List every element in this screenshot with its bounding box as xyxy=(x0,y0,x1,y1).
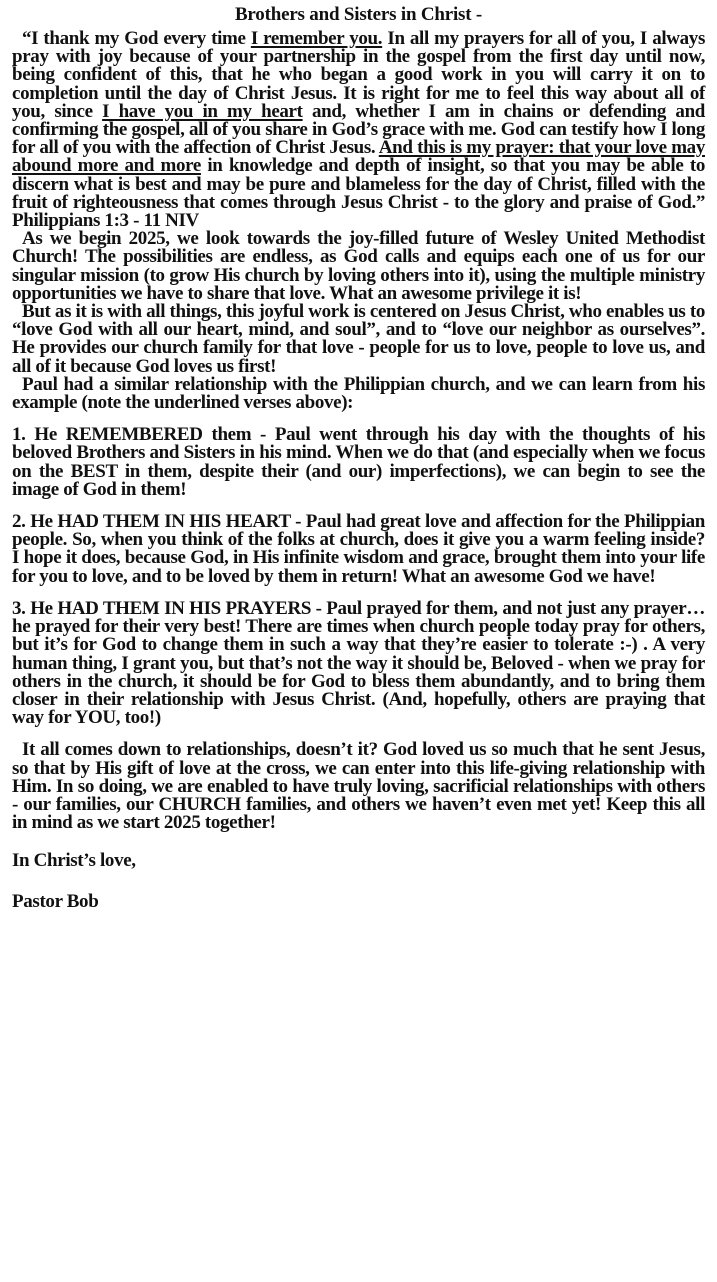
point-remembered: 1. He REMEMBERED them - Paul went through his day with the thoughts of his beloved Brothers and Sisters in his mind. When we do that (and especially when we focus on the BEST in them, despite their (and our) imperfections), we can begin to see the image of God in them! xyxy=(12,424,705,500)
point-in-his-prayers: 3. He HAD THEM IN HIS PRAYERS - Paul prayed for them, and not just any prayer…he prayed for their very best! There are times when church people today pray for others, but it’s for God to change them in such a way that they’re easier to tolerate :-) . A very human thing, I grant you, but that’s not the way it should be, Beloved - when we pray for others in the church, it should be for God to bless them abundantly, and to bring them closer in their relationship with Jesus Christ. (And, hopefully, others are praying that way for YOU, too!) xyxy=(12,597,705,729)
paragraph-paul-example: Paul had a similar relationship with the Philippian church, and we can learn from his example (note the underlined verses above): xyxy=(12,373,705,414)
paragraph-centered-on-christ: But as it is with all things, this joyful work is centered on Jesus Christ, who enables us to “love God with all our heart, mind, and soul”, and to “love our neighbor as ourselves”. He provides our church family for that love - people for us to love, people to love us, and all of it because God loves us first! xyxy=(12,301,705,377)
scripture-text-3: and, whether I am in chains or defending and confirming the gospel, all of you share in God’s grace with me. God can testify how I long for all of you with the affection of Christ Jesus. xyxy=(12,100,705,159)
paragraph-2025: As we begin 2025, we look towards the joy-filled future of Wesley United Methodist Church! The possibilities are endless, as God calls and equips each one of us for our singular mission (to grow His church by loving others into it), using the multiple ministry opportunities we have to share that love. What an awesome privilege it is! xyxy=(12,228,705,304)
underlined-verse-heart: I have you in my heart xyxy=(102,100,303,122)
signature: Pastor Bob xyxy=(12,890,99,912)
point-in-his-heart: 2. He HAD THEM IN HIS HEART - Paul had great love and affection for the Philippian people. So, when you think of the folks at church, does it give you a warm feeling inside? I hope it does, because God, in His infinite wisdom and grace, brought them into your life for you to love, and to be loved by them in return! What an awesome God we have! xyxy=(12,511,705,587)
scripture-text-1: “I thank my God every time xyxy=(22,28,251,49)
underlined-verse-remember: I remember you. xyxy=(250,28,383,49)
letter-title: Brothers and Sisters in Christ - xyxy=(234,4,483,25)
scripture-text-2: In all my prayers for all of you, I always pray with joy because of your partnership in the gospel from the first day until now, being confident of this, that he who began a good work in you will carry it on to completion until the day of Christ Jesus. It is right for me to feel this way about all of you, since xyxy=(12,28,705,122)
signoff: In Christ’s love, xyxy=(12,850,136,872)
underlined-verse-prayer: And this is my prayer: that your love may abound more and more xyxy=(12,137,705,177)
paragraph-relationships: It all comes down to relationships, doesn’t it? God loved us so much that he sent Jesus, so that by His gift of love at the cross, we can enter into this life-giving relationship with Him. In so doing, we are enabled to have truly loving, sacrificial relationships with others - our families, our CHURCH families, and others we haven’t even met yet! Keep this all in mind as we start 2025 together! xyxy=(12,739,705,834)
scripture-quote xyxy=(12,30,705,230)
scripture-text-4: in knowledge and depth of insight, so that you may be able to discern what is best and may be pure and blameless for the day of Christ, filled with the fruit of righteousness that comes through Jesus Christ - to the glory and praise of God.” Philippians 1:3 - 11 NIV xyxy=(12,155,705,232)
